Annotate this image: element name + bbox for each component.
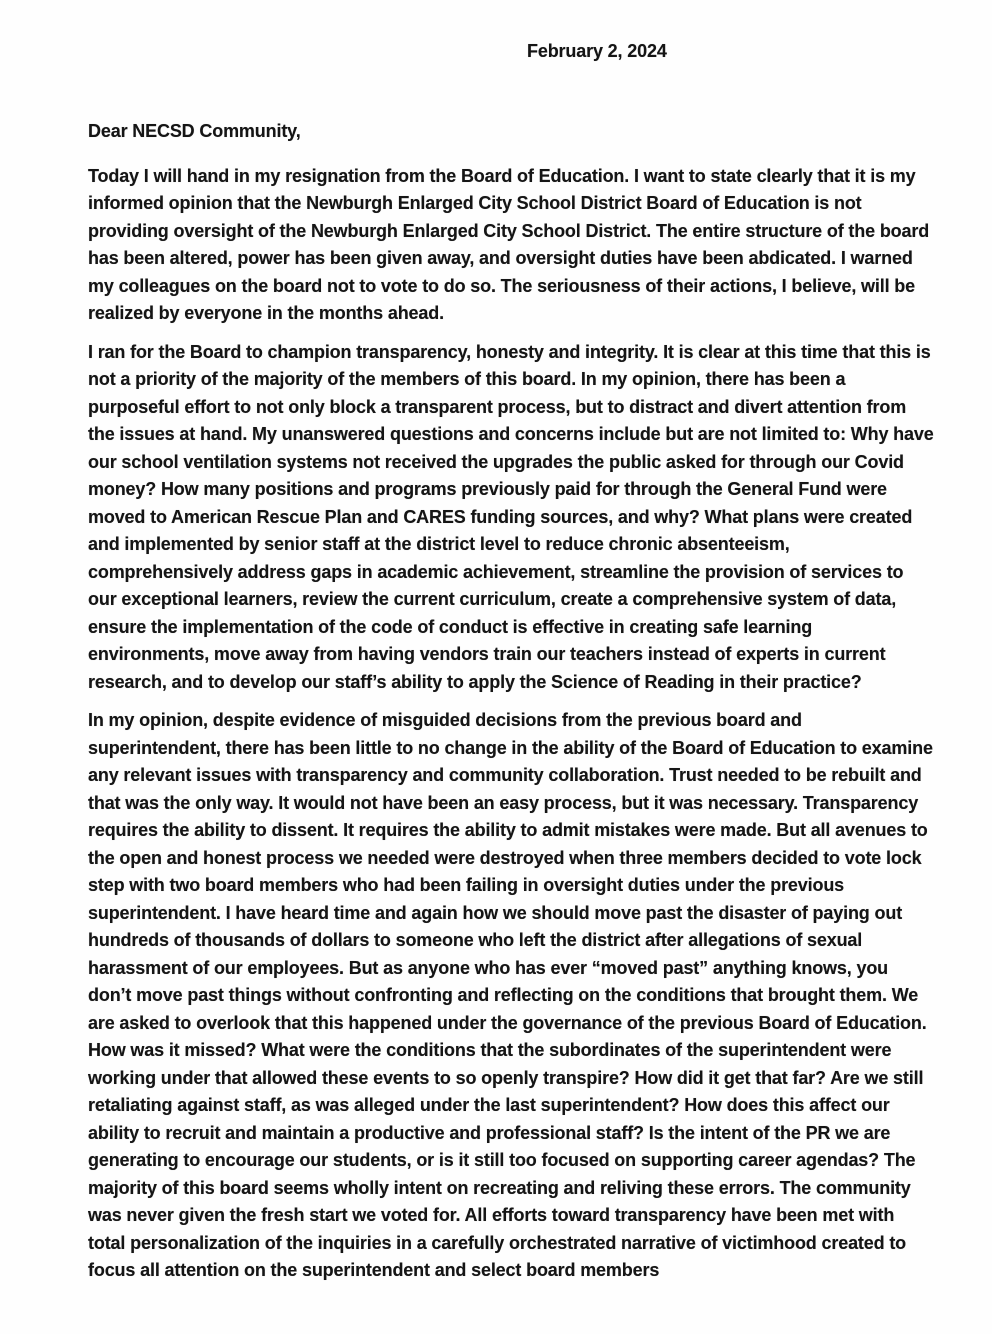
letter-salutation: Dear NECSD Community, bbox=[88, 121, 301, 141]
letter-body bbox=[88, 118, 936, 1296]
letter-paragraph-1: Today I will hand in my resignation from the Board of Education. I want to state clearly that it is my informed opinion that the Newburgh Enlarged City School District Board of Education is not providing oversight of the Newburgh Enlarged City School District. The entire structure of the board has been altered, power has been given away, and oversight duties have been abdicated. I warned my colleagues on the board not to vote to do so. The seriousness of their actions, I believe, will be realized by everyone in the months ahead. bbox=[88, 165, 930, 323]
letter-paragraph-2: I ran for the Board to champion transparency, honesty and integrity. It is clear at this time that this is not a priority of the majority of the members of this board. In my opinion, there has been a purposeful effort to not only block a transparent process, but to distract and divert attention from the issues at hand. My unanswered questions and concerns include but are not limited to: Why have our school ventilation systems not received the upgrades the public asked for through our Covid money? How many positions and programs previously paid for through the General Fund were moved to American Rescue Plan and CARES funding sources, and why? What plans were created and implemented by senior staff at the district level to reduce chronic absenteeism, comprehensively address gaps in academic achievement, streamline the provision of services to our exceptional learners, review the current curriculum, create a comprehensive system of data, ensure the implementation of the code of conduct is effective in creating safe learning environments, move away from having vendors train our teachers instead of experts in current research, and to develop our staff’s ability to apply the Science of Reading in their practice? bbox=[88, 341, 934, 692]
letter-paragraph-3: In my opinion, despite evidence of misguided decisions from the previous board and superintendent, there has been little to no change in the ability of the Board of Education to examine any relevant issues with transparency and community collaboration. Trust needed to be rebuilt and that was the only way. It would not have been an easy process, but it was necessary. Transparency requires the ability to dissent. It requires the ability to admit mistakes were made. But all avenues to the open and honest process we needed were destroyed when three members decided to vote lock step with two board members who had been failing in oversight duties under the previous superintendent. I have heard time and again how we should move past the disaster of paying out hundreds of thousands of dollars to someone who left the district after allegations of sexual harassment of our employees. But as anyone who has ever “moved past” anything knows, you don’t move past things without confronting and reflecting on the conditions that brought them. We are asked to overlook that this happened under the governance of the previous Board of Education. How was it missed? What were the conditions that the subordinates of the superintendent were working under that allowed these events to so openly transpire? How did it get that far? Are we still retaliating against staff, as was alleged under the last superintendent? How does this affect our ability to recruit and maintain a productive and professional staff? Is the intent of the PR we are generating to encourage our students, or is it still too focused on supporting career agendas? The majority of this board seems wholly intent on recreating and reliving these errors. The community was never given the fresh start we voted for. All efforts toward transparency have been met with total personalization of the inquiries in a carefully orchestrated narrative of victimhood created to focus all attention on the superintendent and select board members bbox=[88, 710, 933, 1280]
letter-date: February 2, 2024 bbox=[527, 41, 667, 61]
